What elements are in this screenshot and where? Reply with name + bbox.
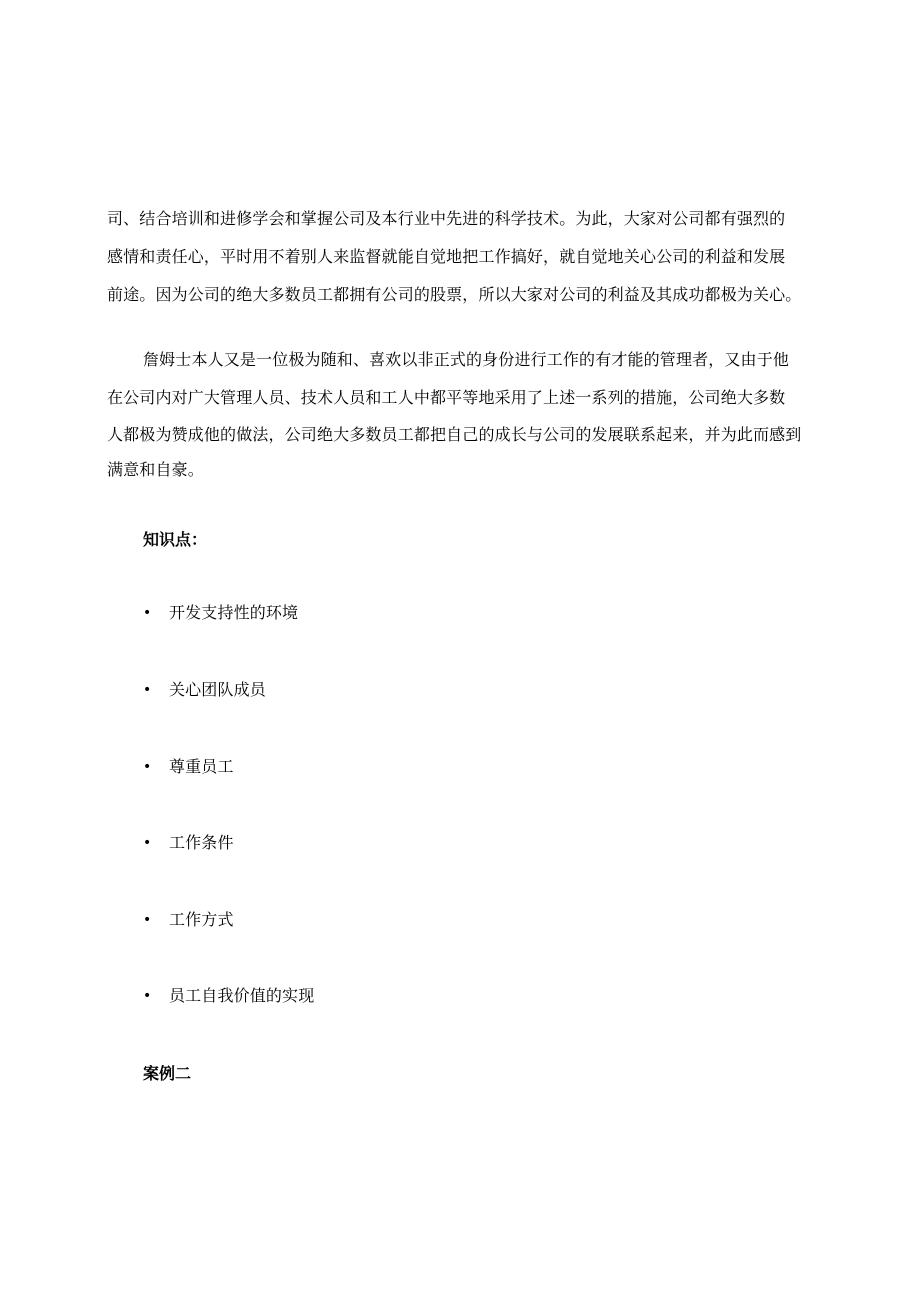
bullet-icon: • [143, 835, 152, 851]
knowledge-heading: 知识点： [143, 530, 208, 549]
paragraph-2-line-3: 人都极为赞成他的做法，公司绝大多数员工都把自己的成长与公司的发展联系起来，并为此而感到 [107, 425, 802, 444]
bullet-icon: • [143, 988, 152, 1004]
case-2-heading: 案例二 [143, 1064, 192, 1083]
paragraph-2-line-2: 在公司内对广大管理人员、技术人员和工人中都平等地采用了上述一系列的措施，公司绝大多数 [107, 388, 786, 407]
list-item [143, 833, 543, 853]
bullet-icon: • [143, 759, 152, 775]
list-item-text: 工作条件 [169, 833, 234, 852]
paragraph-1-line-2: 感情和责任心，平时用不着别人来监督就能自觉地把工作搞好，就自觉地关心公司的利益和发展 [107, 247, 786, 266]
list-item [143, 910, 543, 930]
list-item [143, 680, 543, 700]
paragraph-1-line-1: 司、结合培训和进修学会和掌握公司及本行业中先进的科学技术。为此，大家对公司都有强烈的 [107, 209, 786, 228]
list-item [143, 757, 543, 777]
list-item-text: 工作方式 [169, 910, 234, 929]
paragraph-1-line-3: 前途。因为公司的绝大多数员工都拥有公司的股票，所以大家对公司的利益及其成功都极为关心。 [107, 285, 802, 304]
paragraph-2-line-1: 詹姆士本人又是一位极为随和、喜欢以非正式的身份进行工作的有才能的管理者，又由于他 [143, 350, 790, 369]
bullet-icon: • [143, 682, 152, 698]
list-item [143, 986, 543, 1006]
list-item-text: 关心团队成员 [169, 680, 266, 699]
list-item-text: 开发支持性的环境 [169, 603, 299, 622]
bullet-icon: • [143, 605, 152, 621]
bullet-icon: • [143, 912, 152, 928]
list-item-text: 尊重员工 [169, 757, 234, 776]
list-item-text: 员工自我价值的实现 [169, 986, 315, 1005]
list-item [143, 603, 543, 623]
paragraph-2-line-4: 满意和自豪。 [107, 460, 204, 479]
